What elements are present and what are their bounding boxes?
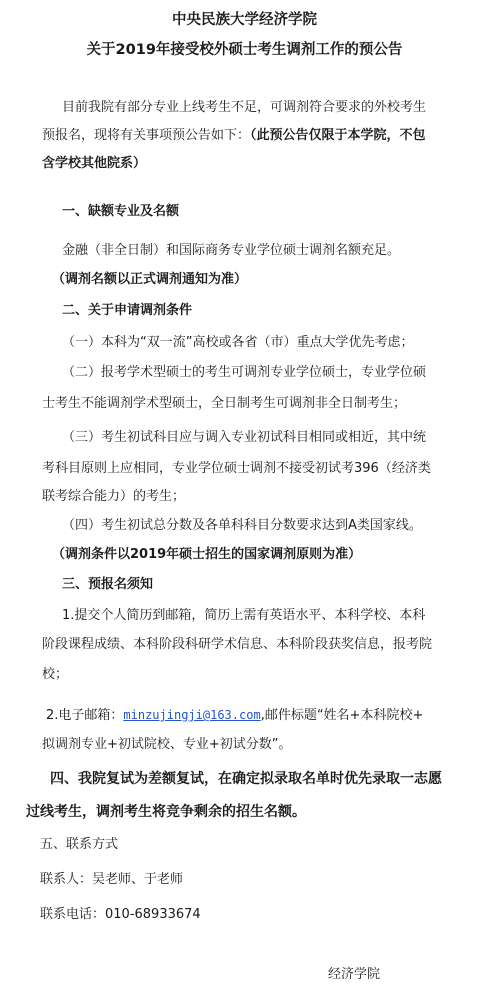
section-3-item-1-line-3: 校； <box>42 667 69 682</box>
email-label: 2.电子邮箱： <box>46 708 124 723</box>
email-link[interactable]: minzujingji@163.com <box>123 708 261 722</box>
section-4-line-2: 过线考生，调剂考生将竞争剩余的招生名额。 <box>26 804 306 820</box>
intro-line-2-bold: （此预公告仅限于本学院，不包 <box>250 128 426 143</box>
section-2-note: （调剂条件以2019年硕士招生的国家调剂原则为准） <box>52 547 362 562</box>
intro-line-2 <box>42 127 426 145</box>
contact-person: 联系人：吴老师、于老师 <box>40 872 184 887</box>
intro-line-1: 目前我院有部分专业上线考生不足，可调剂符合要求的外校考生 <box>62 100 427 115</box>
section-3-item-2-line-2: 拟调剂专业+初试院校、专业+初试分数”。 <box>42 737 292 752</box>
section-1-note: （调剂名额以正式调剂通知为准） <box>52 272 248 287</box>
notice-title: 关于2019年接受校外硕士考生调剂工作的预公告 <box>86 42 403 58</box>
section-2-item-3-line-2: 考科目原则上应相同，专业学位硕士调剂不接受初试考396（经济类 <box>42 461 431 476</box>
section-3-item-1-line-2: 阶段课程成绩、本科阶段科研学术信息、本科阶段获奖信息，报考院 <box>42 637 433 652</box>
section-3-item-1-line-1: 1.提交个人简历到邮箱，简历上需有英语水平、本科学校、本科 <box>62 608 426 623</box>
section-1-text: 金融（非全日制）和国际商务专业学位硕士调剂名额充足。 <box>62 243 401 258</box>
intro-line-2-text: 预报名，现将有关事项预公告如下： <box>42 128 251 143</box>
section-2-item-2-line-2: 士考生不能调剂学术型硕士，全日制考生可调剂非全日制考生； <box>42 396 407 411</box>
section-2-item-2-line-1: （二）报考学术型硕士的考生可调剂专业学位硕士，专业学位硕 <box>62 365 427 380</box>
section-2-item-4: （四）考生初试总分数及各单科科目分数要求达到A类国家线。 <box>62 518 422 533</box>
intro-line-3: 含学校其他院系） <box>42 156 147 171</box>
section-3-item-2-line-1 <box>46 706 423 725</box>
contact-phone: 联系电话：010-68933674 <box>40 907 201 922</box>
school-title: 中央民族大学经济学院 <box>172 12 317 28</box>
section-4-line-1: 四、我院复试为差额复试，在确定拟录取名单时优先录取一志愿 <box>50 771 442 787</box>
section-1-heading: 一、缺额专业及名额 <box>62 204 180 219</box>
signature: 经济学院 <box>328 967 381 982</box>
section-3-heading: 三、预报名须知 <box>62 577 154 592</box>
section-2-item-3-line-1: （三）考生初试科目应与调入专业初试科目相同或相近，其中统 <box>62 430 427 445</box>
section-2-item-3-line-3: 联考综合能力）的考生； <box>42 489 186 504</box>
section-2-heading: 二、关于申请调剂条件 <box>62 303 193 318</box>
section-2-item-1: （一）本科为“双一流”高校或各省（市）重点大学优先考虑； <box>62 335 414 350</box>
section-5-heading: 五、联系方式 <box>40 837 119 852</box>
email-subject-text: ,邮件标题“姓名+本科院校+ <box>260 708 424 723</box>
